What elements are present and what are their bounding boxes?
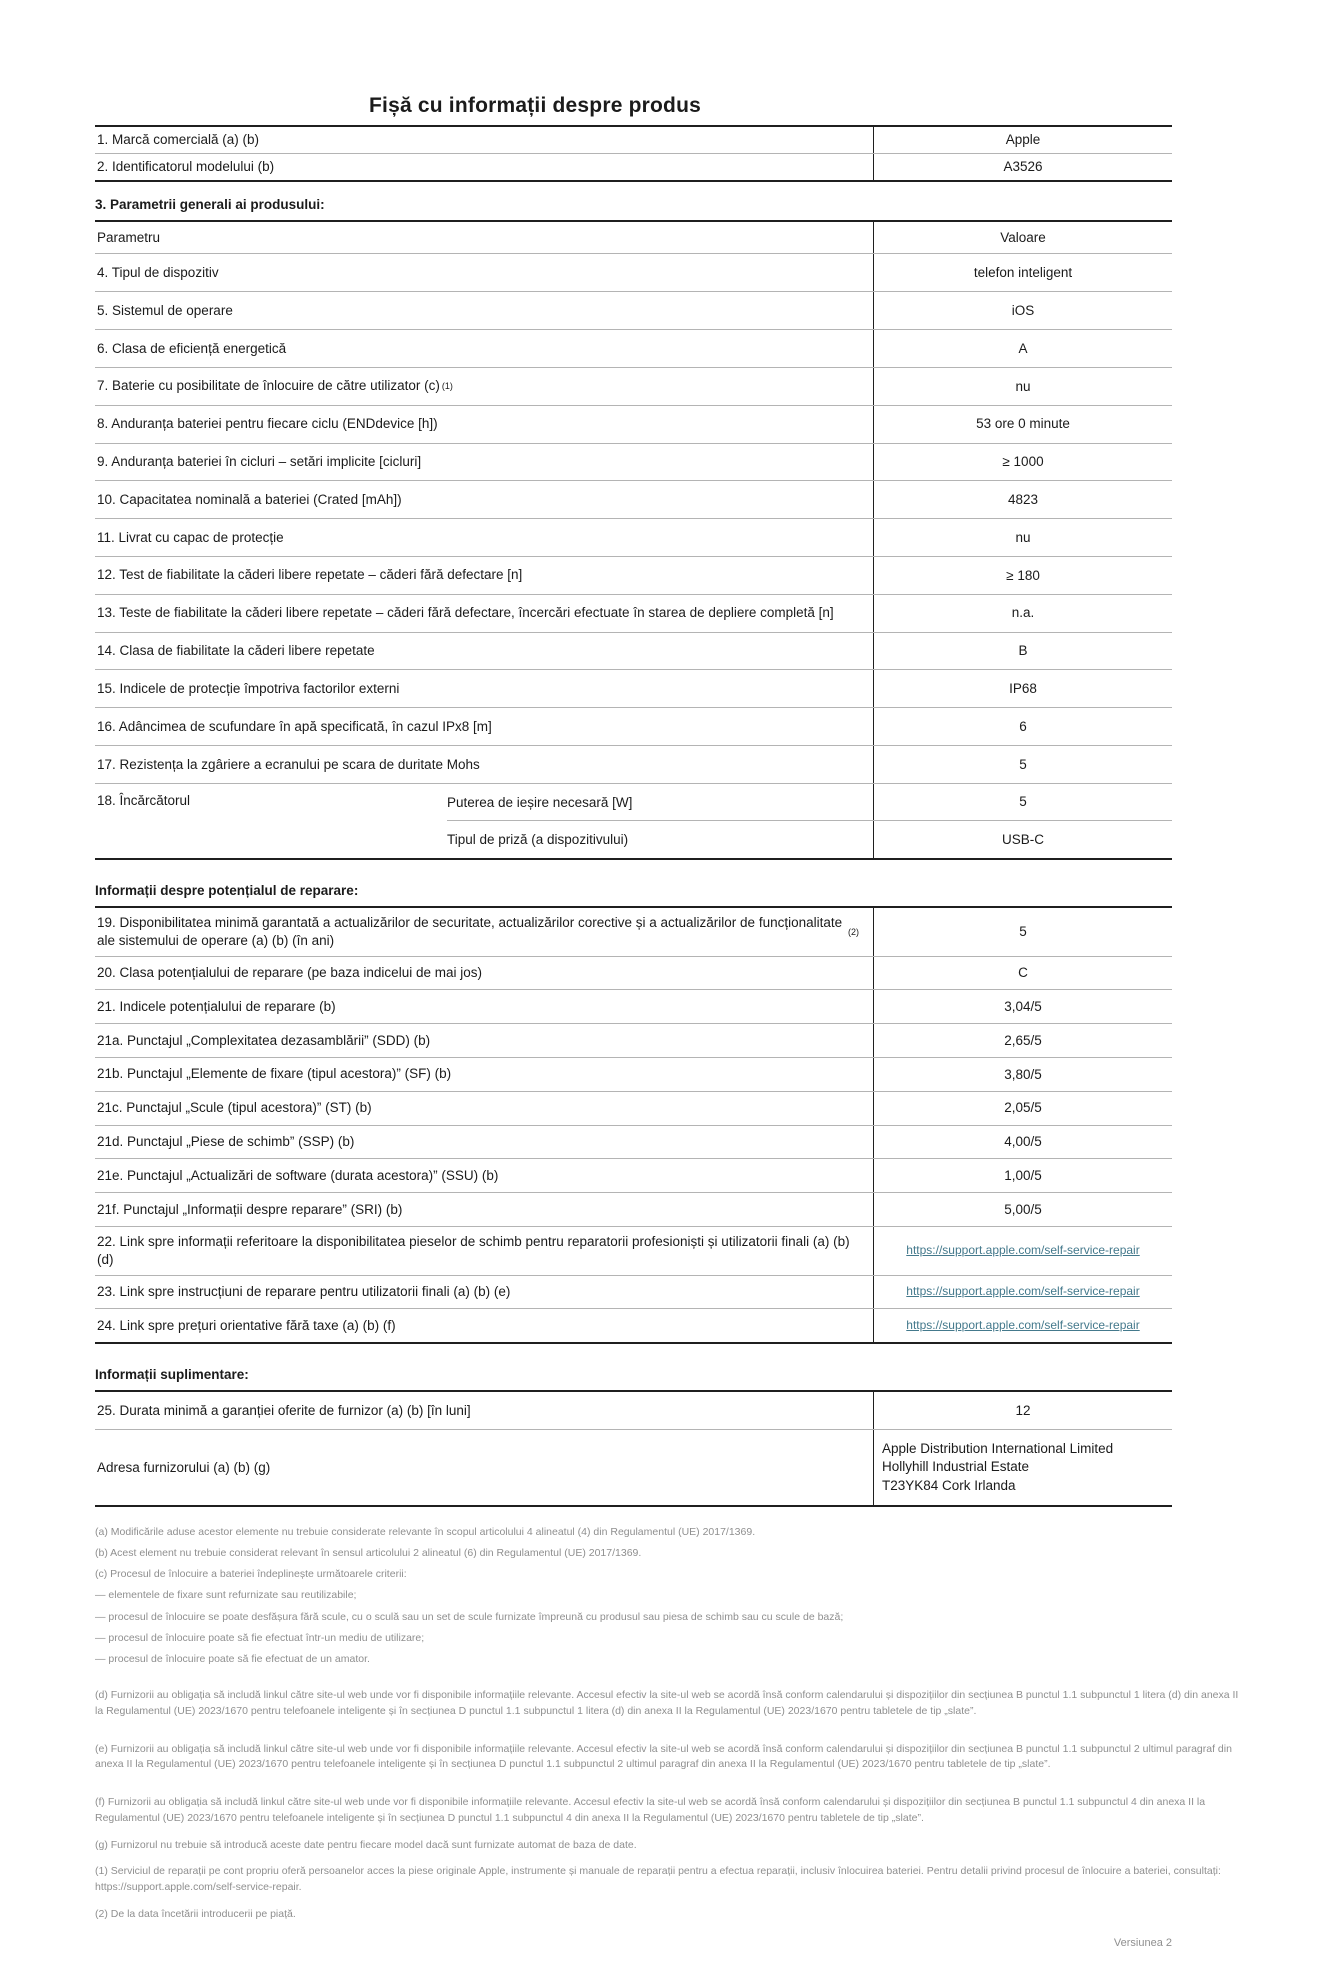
- param-label: 19. Disponibilitatea minimă garantată a actualizărilor de securitate, actualizărilor corective și a actualizărilor de funcționalitate ale sistemului de operare (a) (b) (în ani) (2): [97, 914, 859, 948]
- table-row: [95, 443, 1172, 481]
- table-row: [95, 291, 1172, 329]
- table-row-brand: [95, 127, 1172, 153]
- param-label: 10. Capacitatea nominală a bateriei (Crated [mAh]): [97, 491, 402, 507]
- table-row: [95, 1057, 1172, 1091]
- param-label: 18. Încărcătorul: [97, 793, 191, 809]
- charger-subrow: [447, 820, 1172, 858]
- param-label: 4. Tipul de dispozitiv: [97, 264, 219, 280]
- table-row: [95, 632, 1172, 670]
- param-value: ≥ 180: [873, 557, 1172, 594]
- footnote-a: (a) Modificările aduse acestor elemente nu trebuie considerate relevante în scopul articolului 4 alineatul (4) din Regulamentul (UE) 2017/1369.: [95, 1525, 756, 1538]
- footnote-c-criterion: — procesul de înlocuire poate să fie efectuat într-un mediu de utilizare;: [95, 1631, 425, 1644]
- footnote-e: (e) Furnizorii au obligația să includă linkul către site-ul web unde vor fi disponibile informațiile relevante. Accesul efectiv la site-ul web se acordă însă conform calendarului și dispozițiilor din secțiunea B punctul 1.1 subpunctul 2 ultimul paragraf din anexa II la Regulamentul (UE) 2023/1670 pentru telefoanele inteligente și în secțiunea D punctul 1.1 subpunctul 2 ultimul paragraf din anexa II la Regulamentul (UE) 2023/1670 pentru tabletele de tip „slate”.: [95, 1742, 1232, 1771]
- footnote-c: (c) Procesul de înlocuire a bateriei îndeplinește următoarele criterii:: [95, 1568, 407, 1581]
- param-value: IP68: [873, 670, 1172, 707]
- table-row: [95, 1275, 1172, 1309]
- param-value: A: [873, 330, 1172, 367]
- additional-info-table: [95, 1390, 1172, 1507]
- table-row: [95, 908, 1172, 956]
- table-row: [95, 367, 1172, 405]
- param-value: 3,80/5: [873, 1058, 1172, 1091]
- footnote-c-criterion: — procesul de înlocuire se poate desfășura fără scule, cu o sculă sau un set de scule furnizate împreună cu produsul sau piesa de schimb sau cu scule de bază;: [95, 1610, 844, 1623]
- param-value: [873, 1276, 1172, 1309]
- table-row: [95, 594, 1172, 632]
- subparam-label: Tipul de priză (a dispozitivului): [447, 832, 629, 848]
- param-label: 21b. Punctajul „Elemente de fixare (tipul acestora)” (SF) (b): [97, 1066, 452, 1082]
- version-label: Versiunea 2: [1113, 1936, 1172, 1949]
- param-value: ≥ 1000: [873, 444, 1172, 481]
- param-value: [873, 1309, 1172, 1342]
- param-label: 16. Adâncimea de scufundare în apă specificată, în cazul IPx8 [m]: [97, 718, 492, 734]
- table-row-supplier-address: [95, 1429, 1172, 1505]
- repair-table: [95, 906, 1172, 1344]
- table-row: [95, 518, 1172, 556]
- section-heading-general: 3. Parametrii generali ai produsului:: [95, 196, 325, 212]
- param-label: 21e. Punctajul „Actualizări de software (durata acestora)” (SSU) (b): [97, 1167, 499, 1183]
- footnote-b: (b) Acest element nu trebuie considerat relevant în sensul articolului 2 alineatul (6) din Regulamentul (UE) 2017/1369.: [95, 1547, 642, 1560]
- general-parameters-table: [95, 220, 1172, 860]
- subparam-value: USB-C: [873, 821, 1172, 858]
- param-label: 21c. Punctajul „Scule (tipul acestora)” (ST) (b): [97, 1100, 372, 1116]
- footnote-2: (2) De la data încetării introducerii pe piață.: [95, 1907, 296, 1920]
- param-value: 4823: [873, 481, 1172, 518]
- param-label: 2. Identificatorul modelului (b): [97, 158, 275, 174]
- table-row: [95, 1192, 1172, 1226]
- param-label: 11. Livrat cu capac de protecție: [97, 529, 284, 545]
- footnotes-block: [95, 1525, 1245, 1923]
- param-label: 22. Link spre informații referitoare la disponibilitatea pieselor de schimb pentru reparatorii profesioniști și utilizatorii finali (a) (b) (d): [97, 1234, 850, 1267]
- param-value: 4,00/5: [873, 1126, 1172, 1159]
- param-label: 24. Link spre prețuri orientative fără taxe (a) (b) (f): [97, 1317, 396, 1333]
- param-value: 12: [873, 1392, 1172, 1429]
- table-row-charger: [95, 783, 1172, 858]
- param-label: 25. Durata minimă a garanției oferite de furnizor (a) (b) [în luni]: [97, 1402, 471, 1418]
- param-value: 1,00/5: [873, 1159, 1172, 1192]
- param-label: 21f. Punctajul „Informații despre reparare” (SRI) (b): [97, 1201, 403, 1217]
- table-row: [95, 1125, 1172, 1159]
- param-value: Apple: [873, 127, 1172, 153]
- param-label: 12. Test de fiabilitate la căderi libere repetate – căderi fără defectare [n]: [97, 567, 523, 583]
- param-value: 2,65/5: [873, 1024, 1172, 1057]
- table-row: [95, 745, 1172, 783]
- param-label: 14. Clasa de fiabilitate la căderi libere repetate: [97, 643, 375, 659]
- param-label: 7. Baterie cu posibilitate de înlocuire de către utilizator (c) (1): [97, 378, 453, 394]
- charger-subrow: [447, 784, 1172, 821]
- section-heading-repair: Informații despre potențialul de reparare:: [95, 882, 359, 898]
- param-label: 9. Anduranța bateriei în cicluri – setări implicite [cicluri]: [97, 454, 422, 469]
- param-label-text: 7. Baterie cu posibilitate de înlocuire de către utilizator (c): [97, 378, 440, 394]
- param-value: n.a.: [873, 595, 1172, 632]
- param-value: 3,04/5: [873, 990, 1172, 1023]
- param-value: 5: [873, 746, 1172, 783]
- subparam-label: Puterea de ieșire necesară [W]: [447, 794, 633, 810]
- param-value: 5,00/5: [873, 1193, 1172, 1226]
- table-row: [95, 1091, 1172, 1125]
- param-label: 21a. Punctajul „Complexitatea dezasamblării” (SDD) (b): [97, 1032, 431, 1048]
- table-row: [95, 707, 1172, 745]
- param-label-text: 19. Disponibilitatea minimă garantată a actualizărilor de securitate, actualizărilor corective și a actualizărilor de funcționalitate ale sistemului de operare (a) (b) (în ani): [97, 914, 843, 948]
- address-line: T23YK84 Cork Irlanda: [882, 1477, 1016, 1493]
- param-value: C: [873, 957, 1172, 990]
- param-value: 5: [873, 908, 1172, 956]
- param-label: 23. Link spre instrucțiuni de reparare pentru utilizatorii finali (a) (b) (e): [97, 1284, 511, 1300]
- param-label: 17. Rezistența la zgâriere a ecranului pe scara de duritate Mohs: [97, 756, 480, 772]
- param-value: 53 ore 0 minute: [873, 406, 1172, 443]
- param-label: 20. Clasa potențialului de reparare (pe baza indicelui de mai jos): [97, 965, 482, 981]
- column-header-parametru: Parametru: [97, 229, 161, 245]
- param-value: 2,05/5: [873, 1092, 1172, 1125]
- supplier-address: [873, 1430, 1172, 1505]
- address-line: Hollyhill Industrial Estate: [882, 1459, 1030, 1475]
- param-label: 21d. Punctajul „Piese de schimb” (SSP) (b): [97, 1134, 355, 1150]
- table-row: [95, 480, 1172, 518]
- table-row-warranty: [95, 1392, 1172, 1429]
- footnote-d: (d) Furnizorii au obligația să includă linkul către site-ul web unde vor fi disponibile informațiile relevante. Accesul efectiv la site-ul web se acordă însă conform calendarului și dispozițiilor din secțiunea B punctul 1.1 subpunctul 1 litera (d) din anexa II la Regulamentul (UE) 2023/1670 pentru telefoanele inteligente și în secțiunea D punctul 1.1 subpunctul 1 litera (d) din anexa II la Regulamentul (UE) 2023/1670 pentru tabletele de tip „slate”.: [95, 1689, 1239, 1717]
- charger-subtable: [447, 784, 1172, 858]
- indicative-prices-link[interactable]: https://support.apple.com/self-service-repair: [906, 1318, 1140, 1333]
- column-header-valoare: Valoare: [873, 222, 1172, 254]
- table-row: [95, 556, 1172, 594]
- subparam-value: 5: [873, 784, 1172, 821]
- table-row: [95, 1308, 1172, 1342]
- param-label: 5. Sistemul de operare: [97, 302, 233, 318]
- param-value: nu: [873, 519, 1172, 556]
- table-row: [95, 956, 1172, 990]
- footnote-f: (f) Furnizorii au obligația să includă linkul către site-ul web unde vor fi disponibile informațiile relevante. Accesul efectiv la site-ul web se acordă însă conform calendarului și dispozițiilor din secțiunea B punctul 1.1 subpunctul 4 din anexa II la Regulamentul (UE) 2023/1670 pentru telefoanele inteligente și în secțiunea D punctul 1.1 subpunctul 4 din anexa II la Regulamentul (UE) 2023/1670 pentru tabletele de tip „slate”.: [95, 1796, 1206, 1824]
- param-value: 6: [873, 708, 1172, 745]
- param-label: Adresa furnizorului (a) (b) (g): [97, 1459, 271, 1475]
- param-value: nu: [873, 368, 1172, 405]
- table-row-model: [95, 153, 1172, 180]
- page-title: Fișă cu informații despre produs: [369, 94, 701, 117]
- table-row: [95, 1023, 1172, 1057]
- section-heading-additional: Informații suplimentare:: [95, 1367, 249, 1383]
- id-table: [95, 125, 1172, 182]
- table-row: [95, 989, 1172, 1023]
- table-row: [95, 1226, 1172, 1275]
- param-value: [873, 1227, 1172, 1275]
- table-row: [95, 405, 1172, 443]
- spare-parts-availability-link[interactable]: https://support.apple.com/self-service-repair: [906, 1243, 1140, 1258]
- footnote-c-criterion: — elementele de fixare sunt refurnizate sau reutilizabile;: [95, 1589, 357, 1602]
- table-row: [95, 329, 1172, 367]
- footnote-c-criterion: — procesul de înlocuire poate să fie efectuat de un amator.: [95, 1653, 370, 1665]
- address-line: Apple Distribution International Limited: [882, 1440, 1114, 1456]
- param-value: A3526: [873, 154, 1172, 180]
- footnote-1: (1) Serviciul de reparații pe cont propriu oferă persoanelor acces la piese originale Apple, instrumente și manuale de reparații pentru a efectua reparații, inclusiv înlocuirea bateriei. Pentru detalii privind procesul de înlocuire a bateriei, consultați: https://support.apple.com/self-service-repair.: [95, 1865, 1221, 1894]
- table-header-row: [95, 222, 1172, 254]
- param-label: 6. Clasa de eficiență energetică: [97, 340, 287, 356]
- param-label: 13. Teste de fiabilitate la căderi libere repetate – căderi fără defectare, încercări efectuate în starea de depliere completă [n]: [97, 605, 834, 621]
- param-value: B: [873, 633, 1172, 670]
- param-label: 1. Marcă comercială (a) (b): [97, 132, 260, 147]
- param-value: iOS: [873, 292, 1172, 329]
- param-value: telefon inteligent: [873, 254, 1172, 291]
- repair-instructions-link[interactable]: https://support.apple.com/self-service-repair: [906, 1284, 1140, 1299]
- table-row: [95, 1158, 1172, 1192]
- param-label: 21. Indicele potențialului de reparare (b): [97, 998, 336, 1014]
- param-label: 15. Indicele de protecție împotriva factorilor externi: [97, 680, 400, 696]
- footnote-g: (g) Furnizorul nu trebuie să introducă aceste date pentru fiecare model dacă sunt furnizate automat de baza de date.: [95, 1838, 637, 1851]
- table-row: [95, 253, 1172, 291]
- param-label: 8. Anduranța bateriei pentru fiecare ciclu (ENDdevice [h]): [97, 416, 438, 432]
- table-row: [95, 669, 1172, 707]
